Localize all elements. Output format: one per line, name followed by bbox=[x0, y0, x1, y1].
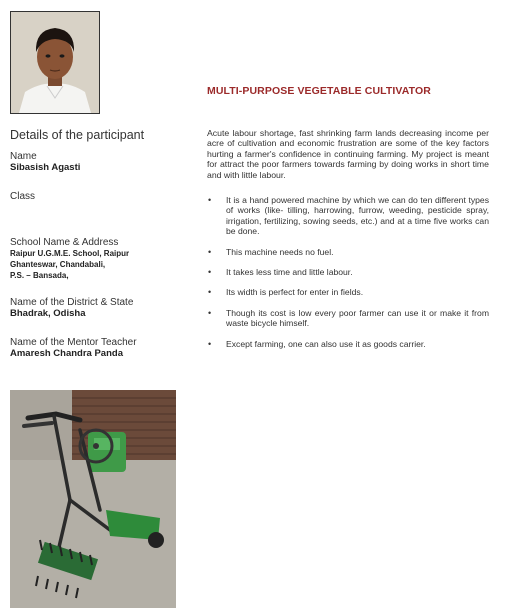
mentor-value: Amaresh Chandra Panda bbox=[10, 348, 123, 359]
name-value: Sibasish Agasti bbox=[10, 162, 81, 173]
bullet-icon: • bbox=[208, 267, 212, 278]
cultivator-photo-image bbox=[10, 390, 176, 608]
class-label: Class bbox=[10, 191, 36, 202]
intro-paragraph: Acute labour shortage, fast shrinking farm lands decreasing income per acre of cultivation and economic frustration are some of the key factors hurting a farmer's confidence in continuing farming. My project is meant for attract the poor farmers towards farming by doing works in short time and with little labour. bbox=[207, 128, 489, 180]
district-label: Name of the District & State bbox=[10, 297, 134, 308]
list-item bbox=[207, 267, 489, 277]
class-value-empty bbox=[10, 202, 195, 237]
name-label: Name bbox=[10, 151, 37, 162]
list-item-text: It is a hand powered machine by which we can do ten different types of works (like- tilling, harrowing, furrow, weeding, pesticide spray, irrigation, fertilizing, sowing seeds, etc.) and at a time five works can be done. bbox=[226, 195, 489, 237]
cultivator-photo bbox=[10, 390, 176, 608]
bullet-icon: • bbox=[208, 195, 212, 205]
school-label: School Name & Address bbox=[10, 237, 119, 248]
feature-list bbox=[207, 195, 489, 359]
list-item-text: Except farming, one can also use it as goods carrier. bbox=[226, 338, 426, 349]
bullet-icon: • bbox=[208, 287, 212, 298]
school-line: Raipur U.G.M.E. School, Raipur bbox=[10, 249, 130, 258]
bullet-icon: • bbox=[208, 307, 212, 318]
list-item-text: It takes less time and little labour. bbox=[226, 267, 353, 278]
details-heading: Details of the participant bbox=[10, 128, 145, 142]
school-address bbox=[10, 248, 195, 281]
participant-details bbox=[10, 128, 195, 360]
mentor-label: Name of the Mentor Teacher bbox=[10, 337, 137, 348]
bullet-icon: • bbox=[208, 246, 212, 257]
list-item bbox=[207, 287, 489, 297]
list-item-text: Though its cost is low every poor farmer can use it or make it from waste bicycle himself. bbox=[226, 307, 489, 329]
list-item bbox=[207, 195, 489, 237]
participant-photo bbox=[10, 11, 100, 114]
bullet-icon: • bbox=[208, 338, 212, 349]
list-item-text: This machine needs no fuel. bbox=[226, 246, 334, 257]
participant-photo-image bbox=[11, 12, 99, 113]
list-item-text: Its width is perfect for enter in fields. bbox=[226, 287, 364, 298]
school-line: P.S. – Bansada, bbox=[10, 271, 69, 280]
list-item bbox=[207, 308, 489, 329]
list-item bbox=[207, 339, 489, 349]
district-value: Bhadrak, Odisha bbox=[10, 308, 86, 319]
school-line: Ghanteswar, Chandabali, bbox=[10, 260, 106, 269]
list-item bbox=[207, 247, 489, 257]
project-title: MULTI-PURPOSE VEGETABLE CULTIVATOR bbox=[207, 85, 431, 97]
